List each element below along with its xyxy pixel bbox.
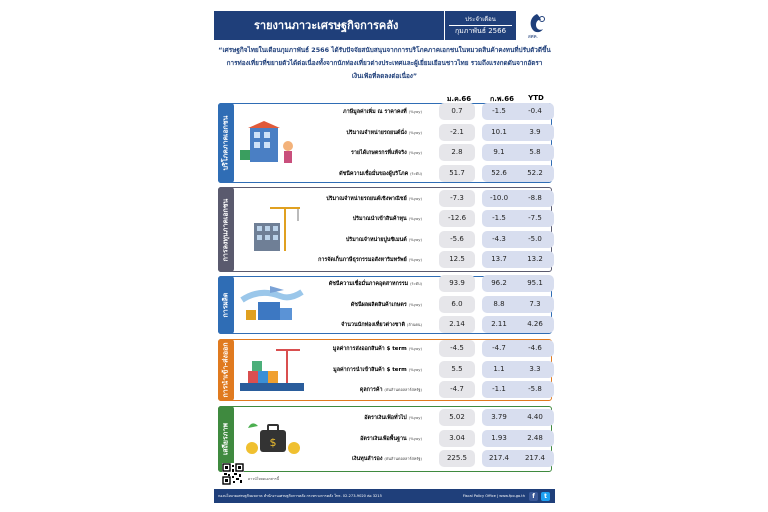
- value-ytd: -5.0: [528, 234, 542, 243]
- indicator-unit: (%yoy): [408, 415, 422, 421]
- value-feb: 3.79: [491, 413, 507, 422]
- indicator-row: [292, 360, 554, 379]
- indicator-row: [292, 380, 554, 399]
- indicator-row: [292, 274, 554, 293]
- value-jan: -7.3: [439, 190, 475, 207]
- indicator-row: [292, 102, 554, 121]
- indicator-name: อัตราเงินเฟ้อพื้นฐาน: [360, 435, 409, 442]
- value-feb: -4.7: [492, 344, 506, 353]
- value-ytd: -7.5: [528, 214, 542, 222]
- section: [214, 339, 555, 401]
- value-ytd: 13.2: [527, 255, 543, 263]
- period-value: กุมภาพันธ์ 2566: [449, 25, 512, 37]
- value-ytd: 52.2: [527, 168, 543, 177]
- value-jan: 2.14: [439, 316, 475, 333]
- value-jan: 12.5: [439, 251, 475, 268]
- indicator-name: มูลค่าการส่งออกสินค้า $ term: [332, 346, 409, 353]
- footer-address: กองนโยบายเศรษฐกิจมหภาค สำนักงานเศรษฐกิจการคลัง กระทรวงการคลัง โทร. 02-273-9020 ต่อ 3215: [218, 494, 382, 498]
- indicator-label: [292, 129, 422, 137]
- indicator-unit: (%yoy): [408, 366, 422, 372]
- indicator-unit: (%yoy): [408, 236, 422, 242]
- value-feb: -4.3: [492, 234, 506, 243]
- indicator-name: อัตราเงินเฟ้อทั่วไป: [364, 415, 409, 422]
- value-ytd: -5.8: [528, 385, 542, 394]
- footer-website[interactable]: Fiscal Policy Office | www.fpo.go.th: [462, 494, 525, 498]
- indicator-unit: (%yoy): [408, 346, 422, 352]
- value-jan: 5.02: [439, 409, 475, 426]
- indicator-row: [292, 230, 554, 249]
- period-label: ประจำเดือน: [465, 16, 496, 23]
- section: [214, 276, 555, 334]
- value-ytd: 7.3: [529, 299, 541, 308]
- indicator-label: [292, 236, 422, 244]
- value-jan: 51.7: [439, 165, 475, 182]
- value-ytd: 4.40: [527, 413, 543, 422]
- section-title: การนำเข้า-ส่งออก: [221, 342, 230, 398]
- logo-text: สศค.: [528, 35, 539, 40]
- indicator-unit: (%yoy): [408, 257, 422, 262]
- fpo-logo-icon: [520, 11, 554, 40]
- indicator-label: [292, 321, 422, 329]
- section-title: บริโภคภาคเอกชน: [221, 115, 230, 171]
- indicator-label: [292, 301, 422, 309]
- indicator-unit: (ระดับ): [410, 281, 422, 287]
- value-feb: 96.2: [491, 279, 507, 288]
- value-feb: -1.1: [492, 385, 506, 394]
- report-page: [214, 11, 555, 503]
- section-title: การผลิต: [221, 292, 230, 318]
- indicator-unit: (%yoy): [408, 150, 422, 155]
- indicator-row: [292, 250, 554, 269]
- value-jan: -4.5: [439, 340, 475, 357]
- indicator-label: [292, 256, 422, 264]
- indicator-name: ปริมาณจำหน่ายรถยนต์เชิงพาณิชย์: [326, 195, 409, 202]
- indicator-label: [292, 386, 422, 394]
- qr-code-icon[interactable]: [222, 463, 244, 485]
- value-jan: 93.9: [439, 275, 475, 292]
- value-ytd: 95.1: [527, 279, 543, 288]
- indicator-row: [292, 189, 554, 208]
- value-feb: 217.4: [488, 454, 510, 463]
- value-jan: 0.7: [439, 103, 475, 120]
- indicator-label: [292, 195, 422, 203]
- indicator-name: ดัชนีความเชื่อมั่นของผู้บริโภค: [339, 170, 411, 177]
- section: [214, 103, 555, 183]
- indicator-label: [292, 170, 422, 178]
- value-feb: 1.1: [493, 364, 505, 373]
- indicator-name: ดุลการค้า: [359, 387, 385, 394]
- indicator-unit: (%yoy): [408, 301, 422, 307]
- indicator-row: [292, 143, 554, 162]
- footer-bar: [214, 489, 555, 503]
- indicator-name: ดัชนีความเชื่อมั่นภาคอุตสาหกรรม: [328, 281, 411, 288]
- indicator-label: [292, 215, 422, 223]
- column-header-feb: ก.พ.66: [490, 95, 514, 103]
- value-jan: 3.04: [439, 430, 475, 447]
- indicator-name: รายได้เกษตรกรที่แท้จริง: [350, 150, 409, 156]
- indicator-label: [292, 366, 422, 374]
- indicator-row: [292, 209, 554, 228]
- section-tab: [218, 187, 234, 272]
- summary-quote: “เศรษฐกิจไทยในเดือนกุมภาพันธ์ 2566 ได้รับปัจจัยสนับสนุนจากการบริโภคภาคเอกชนในหมวดสินค้าคงทนที่ปรับตัวดีขึ้น การท่องเที่ยวที่ขยายตัวได้ต่อเนื่องทั้งจากนักท่องเที่ยวต่างประเทศและผู้เยี่ยมเยือนชาวไทย รวมถึงแรงกดดันจากอัตราเงินเฟ้อที่ลดลงต่อเนื่อง”: [218, 46, 551, 80]
- indicator-name: ปริมาณจำหน่ายรถยนต์นั่ง: [346, 129, 409, 136]
- value-feb: -1.5: [492, 214, 506, 222]
- indicator-label: [292, 435, 422, 443]
- value-ytd: -4.6: [528, 344, 542, 353]
- indicator-label: [292, 280, 422, 288]
- value-ytd: -0.4: [528, 107, 542, 115]
- indicator-name: การจัดเก็บภาษีธุรกรรมอสังหาริมทรัพย์: [318, 257, 409, 263]
- column-header-jan: ม.ค.66: [446, 95, 472, 103]
- indicator-name: ดัชนีผลผลิตสินค้าเกษตร: [350, 301, 409, 308]
- value-jan: -4.7: [439, 381, 475, 398]
- indicator-unit: (%yoy): [408, 216, 422, 221]
- report-title: รายงานภาวะเศรษฐกิจการคลัง: [214, 11, 444, 40]
- period-box: [444, 11, 516, 40]
- section-tab: [218, 276, 234, 334]
- value-feb: -1.5: [492, 107, 506, 115]
- value-feb: 13.7: [491, 255, 507, 263]
- indicator-name: จำนวนนักท่องเที่ยวต่างชาติ: [341, 322, 407, 329]
- indicator-row: [292, 339, 554, 358]
- indicator-name: ปริมาณนำเข้าสินค้าทุน: [352, 216, 409, 222]
- indicator-row: [292, 408, 554, 427]
- indicator-label: [292, 414, 422, 422]
- indicator-row: [292, 449, 554, 468]
- section-title: การลงทุนภาคเอกชน: [221, 198, 230, 261]
- value-feb: 9.1: [493, 148, 505, 156]
- value-feb: 8.8: [493, 299, 505, 308]
- indicator-row: [292, 164, 554, 183]
- svg-text:$: $: [269, 436, 277, 449]
- facebook-icon[interactable]: f: [529, 492, 538, 501]
- value-feb: -10.0: [489, 193, 509, 202]
- value-feb: 52.6: [491, 168, 507, 177]
- indicator-unit: (พันล้านดอลลาร์สหรัฐ): [384, 456, 422, 462]
- indicator-label: [292, 108, 422, 116]
- indicator-label: [292, 345, 422, 353]
- indicator-label: [292, 455, 422, 463]
- indicator-row: [292, 295, 554, 314]
- value-jan: -2.1: [439, 124, 475, 141]
- indicator-unit: (ระดับ): [410, 170, 422, 176]
- value-ytd: 2.48: [527, 433, 543, 442]
- value-jan: 5.5: [439, 361, 475, 378]
- section-tab: [218, 339, 234, 401]
- value-jan: 225.5: [439, 450, 475, 467]
- indicator-unit: (%yoy): [408, 109, 422, 114]
- value-jan: 2.8: [439, 144, 475, 161]
- indicator-row: [292, 429, 554, 448]
- section: [214, 406, 555, 472]
- indicator-row: [292, 123, 554, 142]
- value-ytd: 3.3: [529, 364, 541, 373]
- value-ytd: 5.8: [529, 148, 541, 156]
- value-ytd: 3.9: [529, 127, 541, 136]
- indicator-unit: (%yoy): [408, 435, 422, 441]
- value-feb: 10.1: [491, 127, 507, 136]
- indicator-unit: (%yoy): [408, 129, 422, 135]
- indicator-unit: (พันล้านดอลลาร์สหรัฐ): [384, 387, 422, 393]
- indicator-unit: (%yoy): [408, 195, 422, 201]
- section: [214, 187, 555, 272]
- value-ytd: 4.26: [527, 320, 543, 329]
- indicator-unit: (ล้านคน): [406, 322, 422, 328]
- report-header: [214, 11, 555, 40]
- qr-caption: ดาวน์โหลดเอกสารนี้: [248, 477, 279, 481]
- section-title: เสถียรภาพ: [221, 423, 230, 455]
- value-jan: -12.6: [439, 210, 475, 227]
- value-jan: 6.0: [439, 296, 475, 313]
- value-jan: -5.6: [439, 231, 475, 248]
- indicator-name: เงินทุนสำรอง: [351, 456, 385, 463]
- indicator-name: ปริมาณจำหน่ายปูนซิเมนต์: [345, 236, 409, 243]
- value-ytd: -8.8: [528, 193, 542, 202]
- value-feb: 2.11: [491, 320, 507, 329]
- indicator-name: ภาษีมูลค่าเพิ่ม ณ ราคาคงที่: [343, 109, 409, 115]
- value-ytd: 217.4: [524, 454, 546, 463]
- column-header-ytd: YTD: [528, 94, 544, 102]
- indicator-name: มูลค่าการนำเข้าสินค้า $ term: [333, 366, 409, 373]
- indicator-row: [292, 315, 554, 334]
- twitter-icon[interactable]: t: [541, 492, 550, 501]
- value-feb: 1.93: [491, 433, 507, 442]
- indicator-label: [292, 149, 422, 157]
- section-tab: [218, 103, 234, 183]
